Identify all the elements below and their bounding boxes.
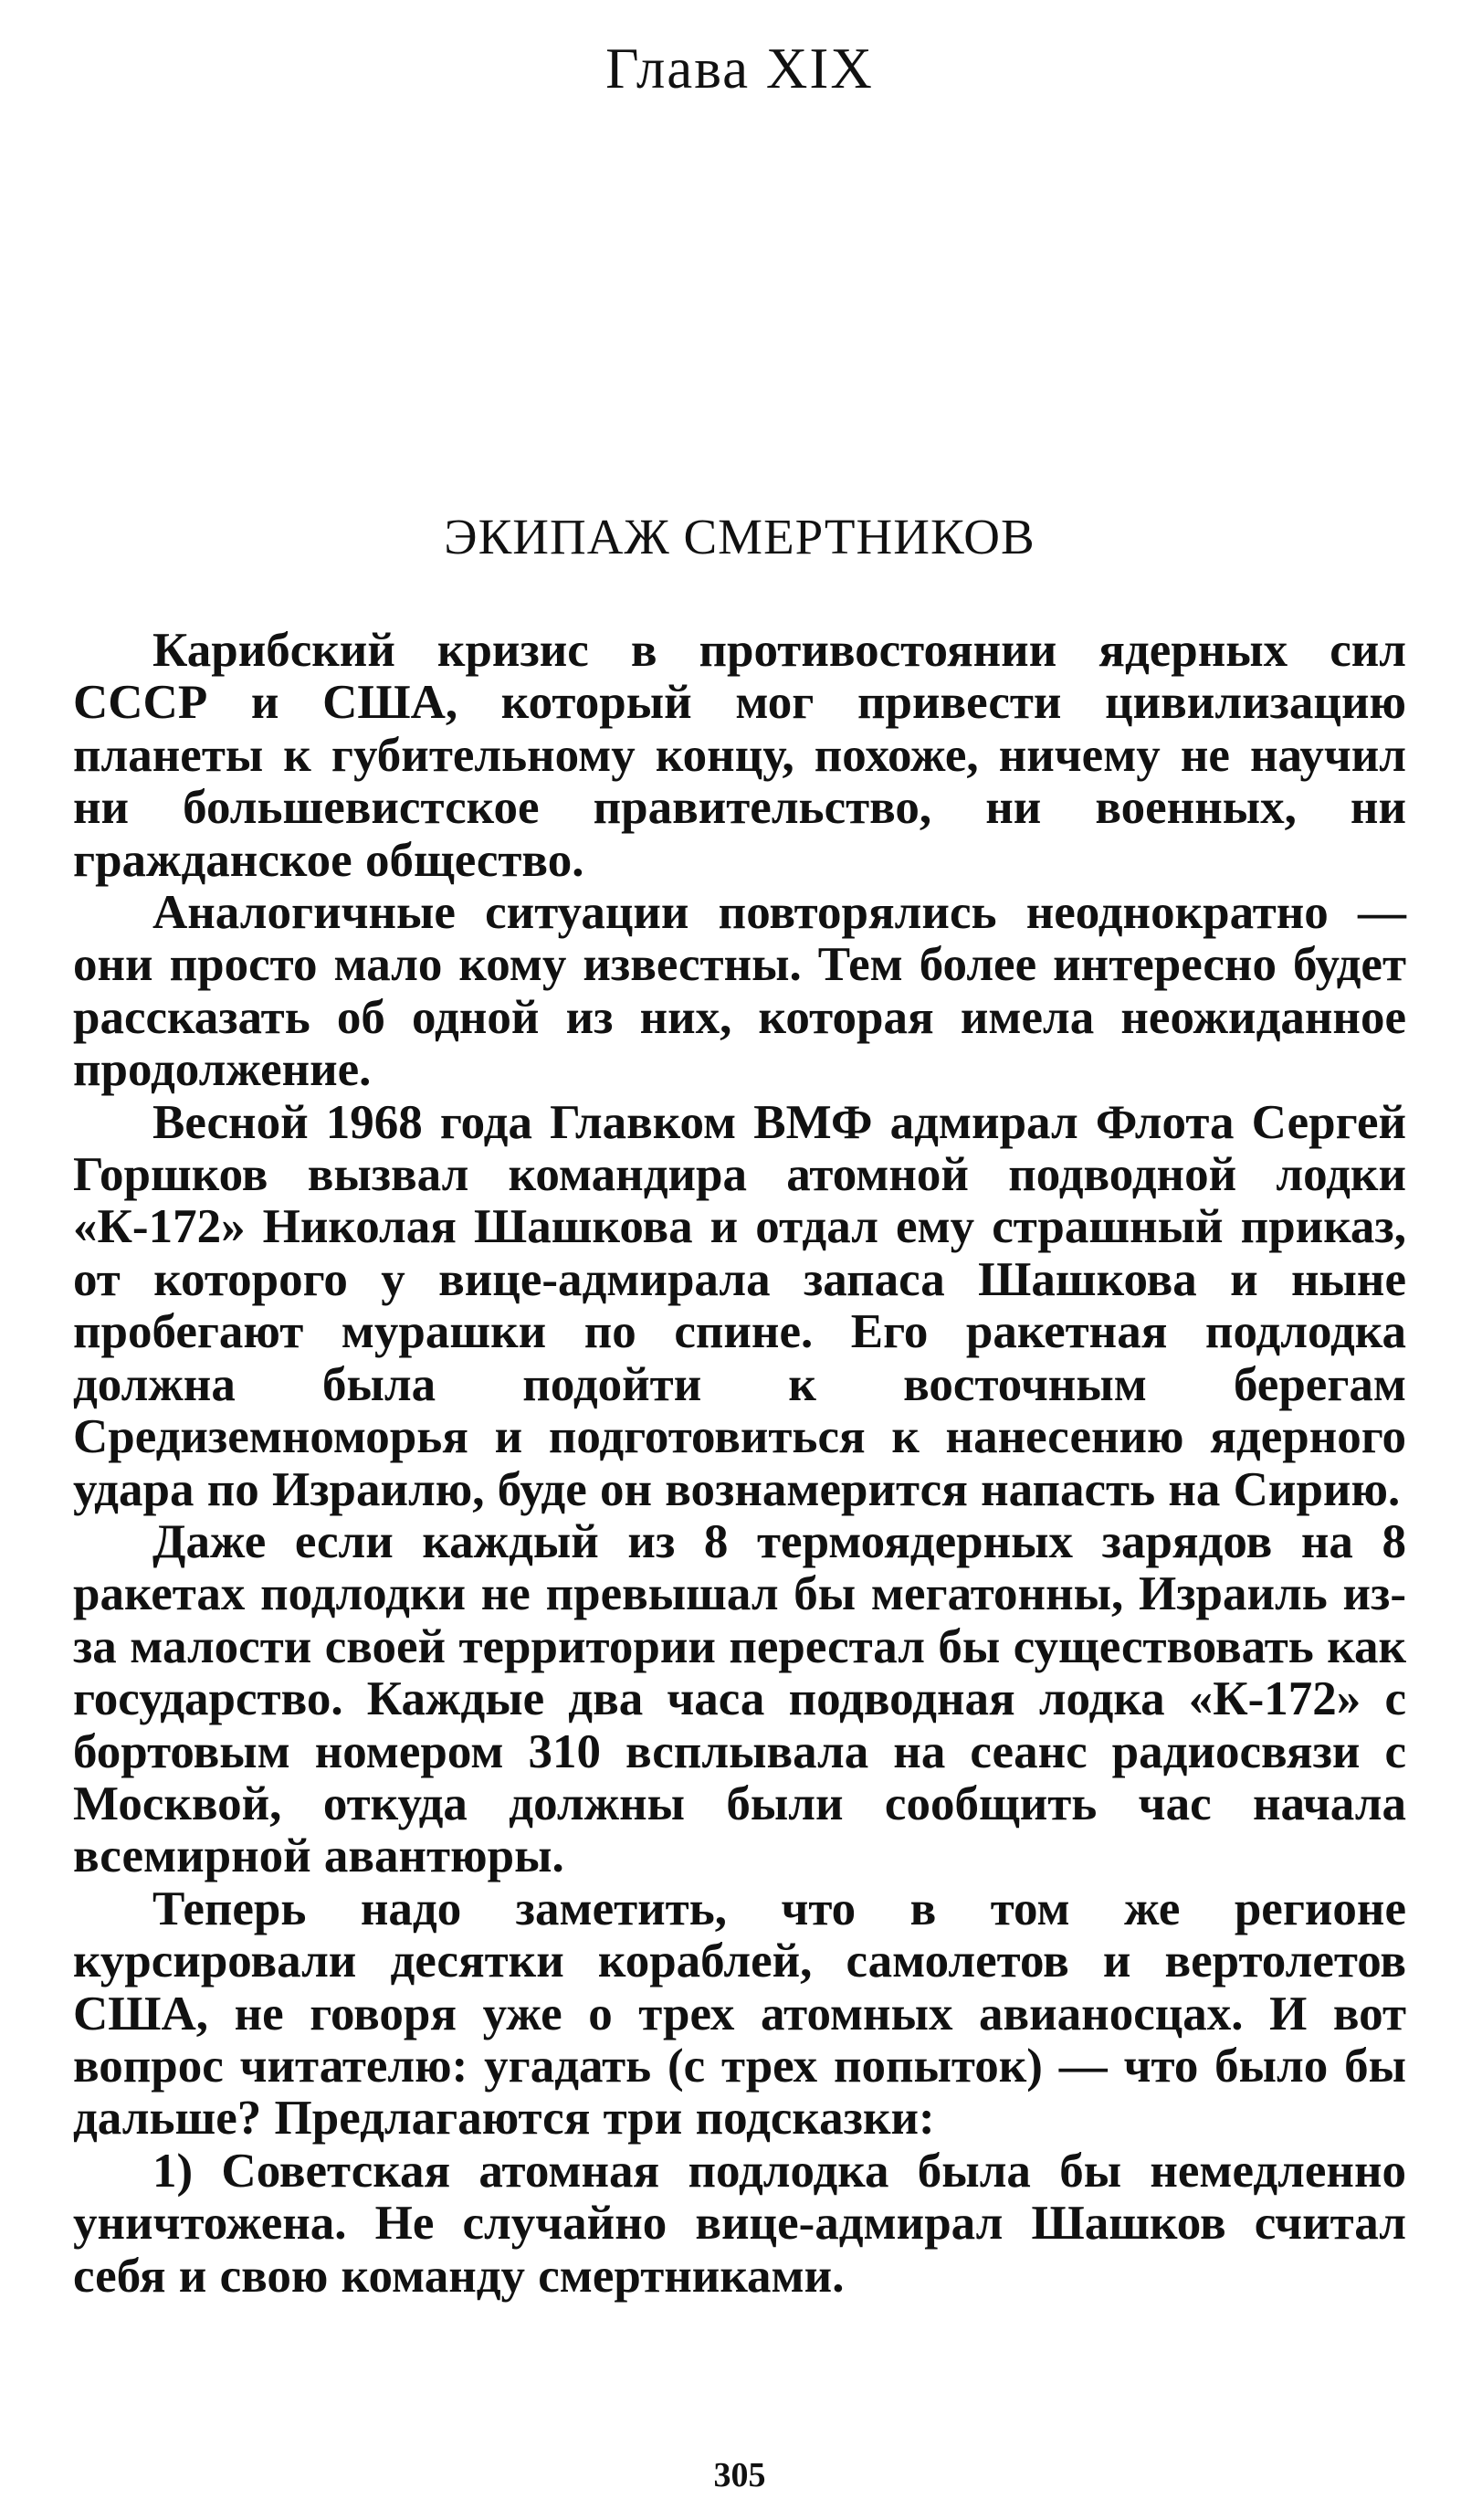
paragraph: Даже если каждый из 8 термоядерных зарядов на 8 ракетах подлодки не превышал бы мегатонны, Израиль из-за малости своей территории перестал бы существовать как государство. Каждые два часа подводная лодка «К-172» с бортовым номером 310 всплывала на сеанс радиосвязи с Москвой, откуда должны были сообщить час начала всемирной авантюры. [73,1514,1406,1883]
paragraph: Карибский кризис в противостоянии ядерных сил СССР и США, который мог привести цивилизацию планеты к губительному концу, похоже, ничему не научил ни большевистское правительство, ни военных, ни гражданское общество. [73,624,1406,887]
chapter-title: Глава XIX [605,37,874,100]
body-text [73,625,1406,2303]
paragraph: Весной 1968 года Главком ВМФ адмирал Флота Сергей Горшков вызвал командира атомной подводной лодки «К-172» Николая Шашкова и отдал ему страшный приказ, от которого у вице-адмирала запаса Шашкова и ныне пробегают мурашки по спине. Его ракетная подлодка должна была подойти к восточным берегам Средиземноморья и подготовиться к нанесению ядерного удара по Израилю, буде он вознамерится напасть на Сирию. [73,1095,1406,1516]
page-number: 305 [713,2456,766,2494]
section-title: ЭКИПАЖ СМЕРТНИКОВ [444,509,1035,564]
paragraph: 1) Советская атомная подлодка была бы немедленно уничтожена. Не случайно вице-адмирал Шашков считал себя и свою команду смертниками. [73,2144,1406,2303]
paragraph: Аналогичные ситуации повторялись неоднократно — они просто мало кому известны. Тем более интересно будет рассказать об одной из них, которая имела неожиданное продолжение. [73,886,1406,1097]
paragraph: Теперь надо заметить, что в том же регионе курсировали десятки кораблей, самолетов и вертолетов США, не говоря уже о трех атомных авианосцах. И вот вопрос читателю: угадать (с трех попыток) — что было бы дальше? Предлагаются три подсказки: [73,1882,1406,2146]
